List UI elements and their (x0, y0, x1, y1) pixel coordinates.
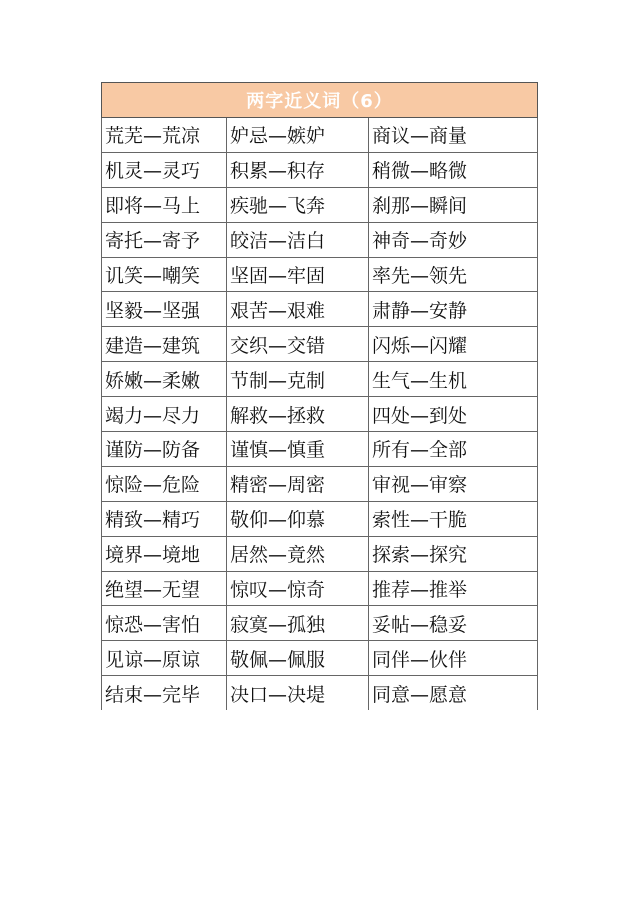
table-cell: 妒忌—嫉妒 (227, 118, 369, 153)
table-cell: 娇嫩—柔嫩 (102, 362, 227, 397)
table-row (102, 641, 538, 676)
table-cell: 建造—建筑 (102, 327, 227, 362)
table-cell: 商议—商量 (369, 118, 538, 153)
table-title: 两字近义词（6） (102, 83, 538, 118)
table-row (102, 362, 538, 397)
table-row (102, 606, 538, 641)
table-cell: 所有—全部 (369, 432, 538, 467)
table-cell: 疾驰—飞奔 (227, 187, 369, 222)
table-header-row (102, 83, 538, 118)
table-row (102, 571, 538, 606)
table-cell: 生气—生机 (369, 362, 538, 397)
table-cell: 境界—境地 (102, 536, 227, 571)
table-cell: 坚毅—坚强 (102, 292, 227, 327)
table-row (102, 257, 538, 292)
table-row (102, 466, 538, 501)
table-cell: 决口—决堤 (227, 676, 369, 710)
table-cell: 索性—干脆 (369, 501, 538, 536)
table-cell: 肃静—安静 (369, 292, 538, 327)
table-cell: 皎洁—洁白 (227, 222, 369, 257)
table-body (102, 118, 538, 711)
table-cell: 稍微—略微 (369, 152, 538, 187)
table-cell: 结束—完毕 (102, 676, 227, 710)
table-cell: 机灵—灵巧 (102, 152, 227, 187)
table-cell: 交织—交错 (227, 327, 369, 362)
table-cell: 竭力—尽力 (102, 397, 227, 432)
table-row (102, 397, 538, 432)
table-row (102, 501, 538, 536)
table-cell: 见谅—原谅 (102, 641, 227, 676)
table-cell: 同伴—伙伴 (369, 641, 538, 676)
table-cell: 惊恐—害怕 (102, 606, 227, 641)
table-cell: 探索—探究 (369, 536, 538, 571)
table-cell: 坚固—牢固 (227, 257, 369, 292)
table-row (102, 187, 538, 222)
table-cell: 敬仰—仰慕 (227, 501, 369, 536)
table-cell: 谨慎—慎重 (227, 432, 369, 467)
table-cell: 推荐—推举 (369, 571, 538, 606)
table-cell: 精致—精巧 (102, 501, 227, 536)
table-cell: 妥帖—稳妥 (369, 606, 538, 641)
table-row (102, 118, 538, 153)
table-cell: 居然—竟然 (227, 536, 369, 571)
table-cell: 率先—领先 (369, 257, 538, 292)
table-cell: 敬佩—佩服 (227, 641, 369, 676)
table-row (102, 152, 538, 187)
table-cell: 惊叹—惊奇 (227, 571, 369, 606)
table-cell: 闪烁—闪耀 (369, 327, 538, 362)
table-cell: 寄托—寄予 (102, 222, 227, 257)
table-cell: 精密—周密 (227, 466, 369, 501)
table-cell: 神奇—奇妙 (369, 222, 538, 257)
table-cell: 艰苦—艰难 (227, 292, 369, 327)
table-row (102, 536, 538, 571)
table-row (102, 222, 538, 257)
table-cell: 惊险—危险 (102, 466, 227, 501)
table-cell: 寂寞—孤独 (227, 606, 369, 641)
table-cell: 解救—拯救 (227, 397, 369, 432)
table-cell: 刹那—瞬间 (369, 187, 538, 222)
table-cell: 绝望—无望 (102, 571, 227, 606)
table-cell: 审视—审察 (369, 466, 538, 501)
table-row (102, 676, 538, 710)
table-row (102, 432, 538, 467)
synonym-table-container (101, 82, 537, 710)
table-row (102, 327, 538, 362)
table-cell: 谨防—防备 (102, 432, 227, 467)
table-row (102, 292, 538, 327)
table-cell: 荒芜—荒凉 (102, 118, 227, 153)
table-cell: 节制—克制 (227, 362, 369, 397)
synonym-table (101, 82, 538, 710)
table-cell: 讥笑—嘲笑 (102, 257, 227, 292)
table-cell: 四处—到处 (369, 397, 538, 432)
table-cell: 同意—愿意 (369, 676, 538, 710)
table-cell: 即将—马上 (102, 187, 227, 222)
table-cell: 积累—积存 (227, 152, 369, 187)
